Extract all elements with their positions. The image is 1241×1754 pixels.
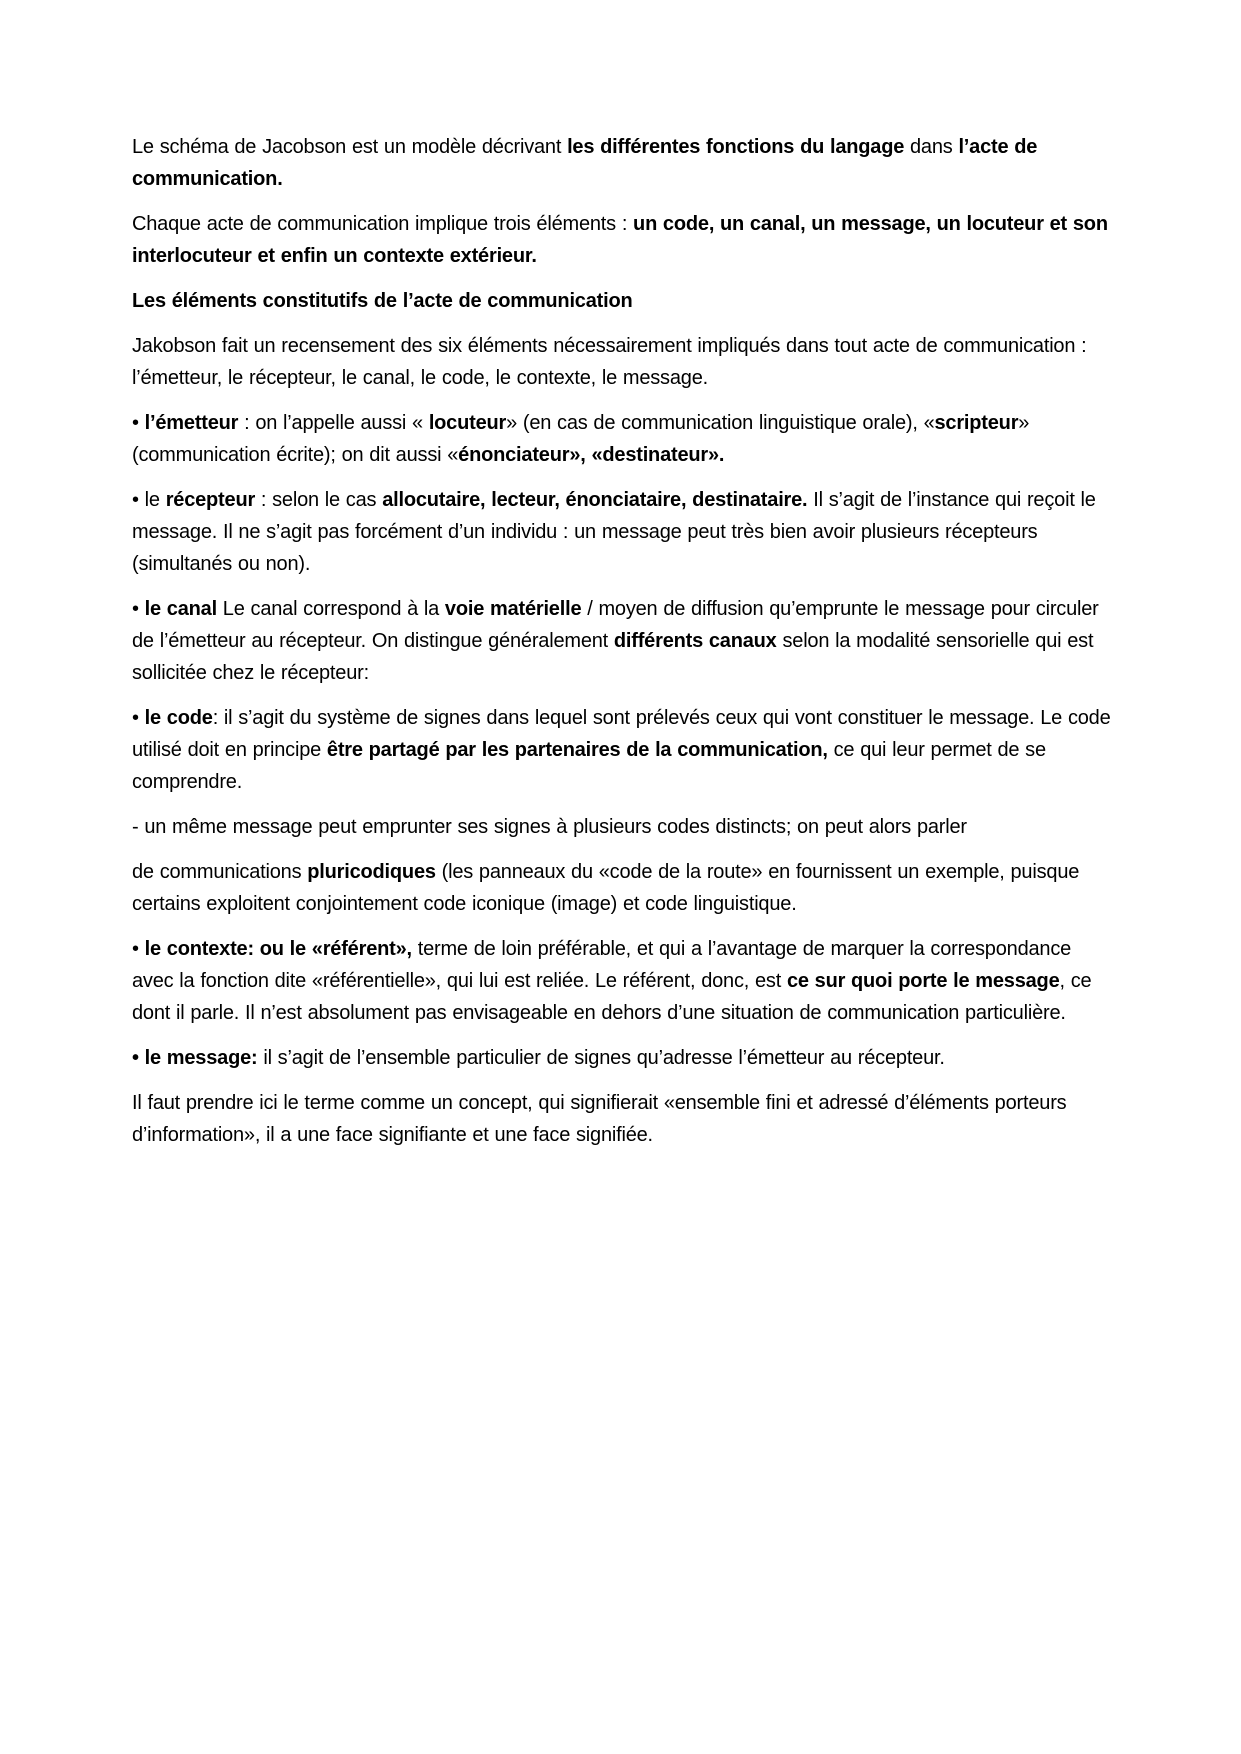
text-run: Chaque acte de communication implique trois éléments : [132, 213, 634, 235]
text-run: • le [132, 489, 166, 511]
bold-text-run: • le message: [132, 1047, 258, 1069]
bullet-code [132, 702, 1114, 798]
bold-text-run: le code [144, 707, 213, 729]
bold-text-run: récepteur [165, 489, 256, 511]
text-run: » (communication écrite); on dit aussi « [132, 412, 1030, 466]
text-run: Il faut prendre ici le terme comme un concept, qui signifierait «ensemble fini et adressé d’éléments porteurs d’information», il a une face signifiante et une face signifiée. [132, 1092, 1067, 1146]
text-run: : selon le cas [255, 489, 383, 511]
bold-text-run: différents canaux [613, 630, 777, 652]
bold-text-run: pluricodiques [307, 861, 436, 883]
text-run: Le canal correspond à la [216, 598, 445, 620]
text-run: / moyen de diffusion qu’emprunte le message pour circuler de l’émetteur au récepteur. On distingue généralement [132, 598, 1099, 652]
text-run: Il s’agit de l’instance qui reçoit le message. Il ne s’agit pas forcément d’un individu : un message peut très bien avoir plusieurs récepteurs (simultanés ou non). [132, 489, 1096, 575]
bold-text-run: l’émetteur [144, 412, 239, 434]
bold-text-run: le contexte: ou le «référent», [144, 938, 412, 960]
jakobson-six-elements-paragraph [132, 330, 1114, 394]
bold-text-run: allocutaire, lecteur, énonciataire, destinataire. [382, 489, 808, 511]
bold-text-run: voie matérielle [444, 598, 582, 620]
text-run: il s’agit de l’ensemble particulier de signes qu’adresse l’émetteur au récepteur. [257, 1047, 945, 1069]
intro-paragraph [132, 131, 1114, 195]
three-elements-paragraph [132, 208, 1114, 272]
bold-text-run: les différentes fonctions du langage [567, 136, 905, 158]
bold-text-run: locuteur [428, 412, 507, 434]
text-run: • [132, 938, 145, 960]
bold-text-run: un code, un canal, un message, un locuteur et son interlocuteur et enfin un contexte extérieur. [132, 213, 1108, 267]
text-run: de communications [132, 861, 308, 883]
bold-text-run: scripteur [934, 412, 1019, 434]
bold-text-run: le canal [144, 598, 217, 620]
dash-note-paragraph [132, 811, 1114, 843]
text-run: ce qui leur permet de se comprendre. [132, 739, 1046, 793]
text-run: selon la modalité sensorielle qui est sollicitée chez le récepteur: [132, 630, 1094, 684]
text-run: • [132, 412, 145, 434]
bullet-contexte [132, 933, 1114, 1029]
text-run: - un même message peut emprunter ses signes à plusieurs codes distincts; on peut alors parler [132, 816, 967, 838]
text-run: : il s’agit du système de signes dans lequel sont prélevés ceux qui vont constituer le message. Le code utilisé doit en principe [132, 707, 1111, 761]
closing-paragraph [132, 1087, 1114, 1151]
text-run: : on l’appelle aussi « [238, 412, 429, 434]
section-heading [132, 285, 1114, 317]
text-run: • [132, 598, 145, 620]
bullet-emetteur [132, 407, 1114, 471]
text-run: , ce dont il parle. Il n’est absolument pas envisageable en dehors d’une situation de communication particulière. [132, 970, 1092, 1024]
text-run: dans [904, 136, 959, 158]
bold-text-run: ce sur quoi porte le message [786, 970, 1060, 992]
text-run: terme de loin préférable, et qui a l’avantage de marquer la correspondance avec la fonction dite «référentielle», qui lui est reliée. Le référent, donc, est [132, 938, 1072, 992]
pluricodiques-paragraph [132, 856, 1114, 920]
bold-text-run: énonciateur», «destinateur». [458, 444, 725, 466]
document-body [132, 131, 1114, 1164]
bold-text-run: l’acte de communication. [132, 136, 1038, 190]
bullet-recepteur [132, 484, 1114, 580]
bold-text-run: Les éléments constitutifs de l’acte de communication [132, 290, 633, 312]
bullet-canal [132, 593, 1114, 689]
bullet-message [132, 1042, 1114, 1074]
text-run: • [132, 707, 145, 729]
text-run: Jakobson fait un recensement des six éléments nécessairement impliqués dans tout acte de communication : l’émetteur, le récepteur, le canal, le code, le contexte, le message. [132, 335, 1087, 389]
text-run: » (en cas de communication linguistique orale), « [506, 412, 935, 434]
text-run: Le schéma de Jacobson est un modèle décrivant [132, 136, 568, 158]
bold-text-run: être partagé par les partenaires de la communication, [326, 739, 828, 761]
text-run: (les panneaux du «code de la route» en fournissent un exemple, puisque certains exploitent conjointement code iconique (image) et code linguistique. [132, 861, 1080, 915]
